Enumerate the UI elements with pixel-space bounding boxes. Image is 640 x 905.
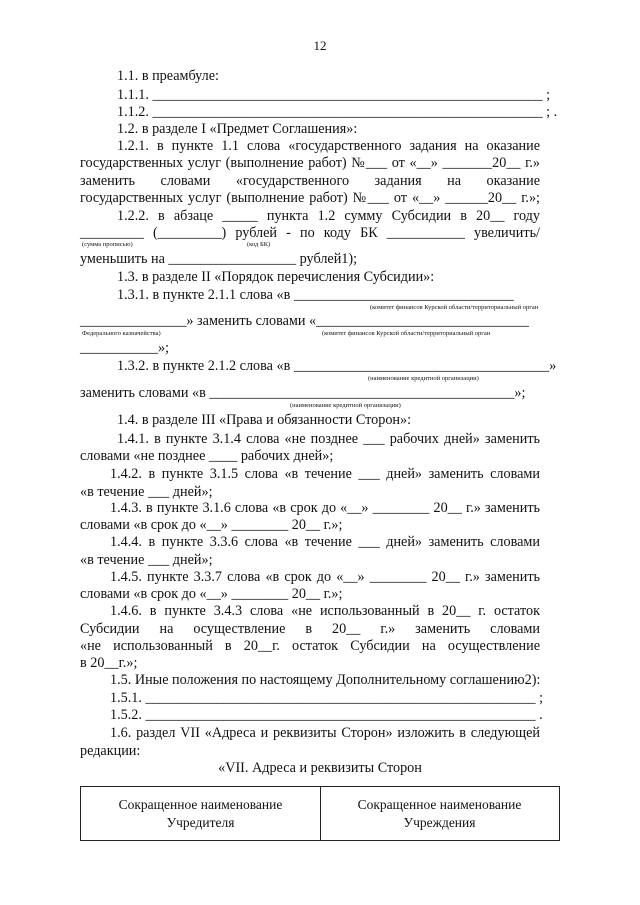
text-line: в 20__г.»; [80,655,138,671]
text-line: _______________» заменить словами «______________________________ [80,313,529,329]
text-line: 1.5.1. _______________________________________________________ ; [110,690,544,706]
text-line: 1.1.2. _______________________________________________________ ; . [117,104,558,120]
text-line: 1.4.2. в пункте 3.1.5 слова «в течение ___ дней» заменить словами [110,466,540,482]
text-line: государственных услуг (выполнение работ) №___ от «__» _______20__ г.» [80,155,540,171]
text-line: 1.1. в преамбуле: [117,68,219,84]
text-line: словами «в срок до «__» ________ 20__ г.»; [80,586,343,602]
text-line: словами «не позднее ____ рабочих дней»; [80,448,334,464]
text-line: 1.2.1. в пункте 1.1 слова «государственного задания на оказание [117,138,540,154]
caption-credit-org: (наименование кредитной организации) [290,402,401,409]
text-line: «в течение ___ дней»; [80,484,213,500]
text-line: 1.3. в разделе II «Порядок перечисления Субсидии»: [117,269,435,285]
text-line: 1.2.2. в абзаце _____ пункта 1.2 сумму Субсидии в 20__ году [117,208,540,224]
text-line: заменить словами «государственного задания на оказание [80,173,540,189]
text-line: 1.5.2. _______________________________________________________ . [110,707,543,723]
caption-committee: (комитет финансов Курской области/территориальный орган [370,304,539,311]
text-line: государственных услуг (выполнение работ) №___ от «__» ______20__ г.»; [80,190,540,206]
caption-committee: (комитет финансов Курской области/территориальный орган [322,330,491,337]
caption-bk-code: (код БК) [247,241,271,248]
text-line: «не использованный в 20__г. остаток Субсидии на осуществление [80,638,540,654]
text-line: 1.4.1. в пункте 3.1.4 слова «не позднее ___ рабочих дней» заменить [117,431,540,447]
text-line: 1.3.1. в пункте 2.1.1 слова «в _______________________________ [117,287,514,303]
text-line: 1.5. Иные положения по настоящему Дополнительному соглашению2): [110,672,541,688]
text-line: «в течение ___ дней»; [80,552,213,568]
text-line: уменьшить на __________________ рублей1); [80,251,358,267]
table-cell-text: Сокращенное наименование Учредителя [118,796,283,830]
page-number: 12 [313,38,327,53]
table-cell-text: Сокращенное наименование Учреждения [357,796,522,830]
caption-sum-words: (сумма прописью) [82,241,133,248]
text-line: 1.6. раздел VII «Адреса и реквизиты Сторон» изложить в следующей [110,725,540,741]
text-line: _________ (_________) рублей - по коду БК ___________ увеличить/ [80,225,540,241]
text-line: 1.1.1. _______________________________________________________ ; [117,87,551,103]
text-line: 1.4.5. пункте 3.3.7 слова «в срок до «__» ________ 20__ г.» заменить [110,569,540,585]
caption-federal-treasury: Федерального казначейства) [82,330,161,337]
text-line: 1.2. в разделе I «Предмет Соглашения»: [117,121,358,137]
table-cell-founder [81,787,321,840]
text-line: 1.3.2. в пункте 2.1.2 слова «в ____________________________________» [117,358,557,374]
text-line: 1.4.4. в пункте 3.3.6 слова «в течение ___ дней» заменить словами [110,534,540,550]
text-line: словами «в срок до «__» ________ 20__ г.»; [80,517,343,533]
text-line: 1.4. в разделе III «Права и обязанности Сторон»: [117,412,412,428]
text-line: 1.4.6. в пункте 3.4.3 слова «не использованный в 20__ г. остаток [110,603,540,619]
text-line: редакции: [80,743,141,759]
text-line: Субсидии на осуществление в 20__ г.» заменить словами [80,621,540,637]
caption-credit-org: (наименование кредитной организации) [368,375,479,382]
table-cell-institution [320,787,559,840]
section-heading: «VII. Адреса и реквизиты Сторон [218,760,422,776]
text-line: ___________»; [80,340,170,356]
text-line: заменить словами «в ___________________________________________»; [80,385,526,401]
parties-table [80,786,560,841]
text-line: 1.4.3. в пункте 3.1.6 слова «в срок до «__» ________ 20__ г.» заменить [110,500,540,516]
